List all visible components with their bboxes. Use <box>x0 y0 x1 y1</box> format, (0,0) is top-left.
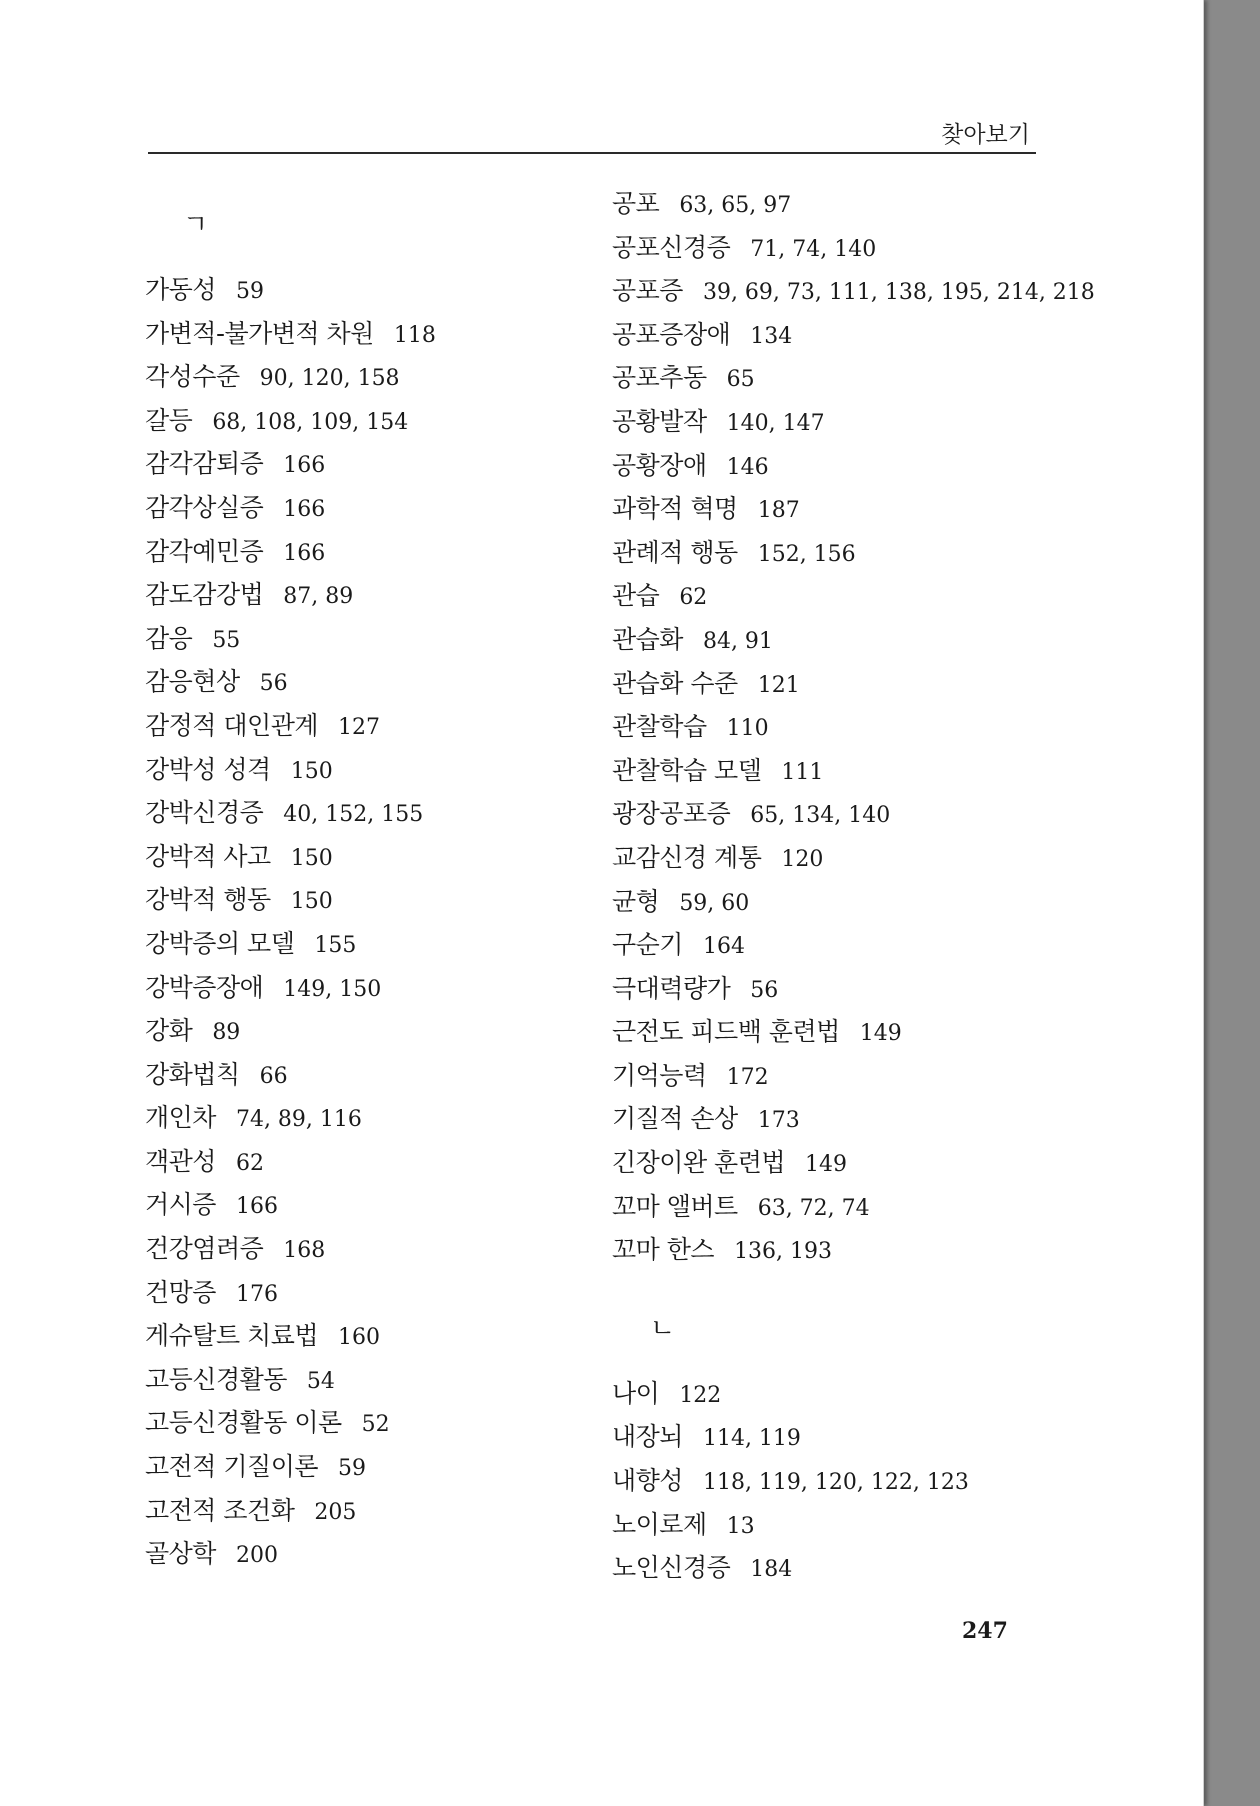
index-entry <box>612 1141 1092 1185</box>
index-page-refs: 56 <box>750 977 779 1003</box>
index-page-refs: 118 <box>393 322 436 348</box>
page-number: 247 <box>962 1618 1008 1644</box>
index-term: 거시증 <box>145 1190 216 1220</box>
index-term: 감응현상 <box>145 667 240 697</box>
section-heading-giyeok: ㄱ <box>183 210 209 240</box>
index-entry <box>145 1358 625 1402</box>
index-page-refs: 118, 119, 120, 122, 123 <box>702 1470 969 1496</box>
index-entry <box>145 1227 625 1271</box>
index-page-refs: 140, 147 <box>726 410 825 436</box>
index-entry <box>145 748 625 792</box>
index-page-refs: 150 <box>290 758 333 784</box>
index-entry <box>145 355 625 399</box>
index-term: 과학적 혁명 <box>612 494 738 524</box>
index-term: 긴장이완 훈련법 <box>612 1148 785 1178</box>
index-entry <box>612 1010 1092 1054</box>
index-page-refs: 150 <box>290 889 333 915</box>
index-column-left <box>145 182 625 1576</box>
index-entry <box>145 268 625 312</box>
index-page-refs: 160 <box>338 1325 380 1351</box>
index-page-refs: 59, 60 <box>679 890 750 916</box>
index-term: 노이로제 <box>612 1509 707 1539</box>
index-term: 광장공포증 <box>612 799 731 829</box>
index-entry <box>145 1401 625 1445</box>
index-term: 내장뇌 <box>612 1422 683 1452</box>
index-entry <box>145 1271 625 1315</box>
index-entry <box>612 1372 1092 1416</box>
index-term: 건강염려증 <box>145 1234 264 1264</box>
index-page-refs: 55 <box>212 627 241 653</box>
index-entry <box>145 399 625 443</box>
index-term: 강화 <box>145 1016 193 1046</box>
index-page-refs: 40, 152, 155 <box>283 802 424 828</box>
index-term: 강박적 사고 <box>145 841 271 871</box>
index-term: 공포증 <box>612 276 683 306</box>
index-entry <box>612 487 1092 531</box>
index-entry <box>145 1140 625 1184</box>
index-page-refs: 187 <box>757 498 800 524</box>
index-entry <box>612 618 1092 662</box>
index-page-refs: 164 <box>702 934 745 960</box>
index-entry <box>612 574 1092 618</box>
index-page-refs: 71, 74, 140 <box>750 236 877 262</box>
index-term: 고등신경활동 이론 <box>145 1408 342 1438</box>
index-term: 고등신경활동 <box>145 1364 287 1394</box>
index-list-left <box>145 268 625 1576</box>
index-page-refs: 89 <box>212 1020 241 1046</box>
index-entry <box>612 967 1092 1011</box>
index-list-right-n <box>612 1372 1092 1590</box>
index-term: 관찰학습 <box>612 712 707 742</box>
index-entry <box>612 1415 1092 1459</box>
index-term: 공포추동 <box>612 363 707 393</box>
index-term: 노인신경증 <box>612 1553 731 1583</box>
index-term: 관습화 수준 <box>612 668 738 698</box>
index-term: 건망증 <box>145 1277 216 1307</box>
index-page-refs: 65, 134, 140 <box>750 803 891 829</box>
index-term: 강박증장애 <box>145 972 264 1002</box>
index-entry <box>612 444 1092 488</box>
index-page-refs: 149 <box>859 1021 902 1047</box>
index-term: 꼬마 앨버트 <box>612 1191 738 1221</box>
index-term: 가동성 <box>145 275 216 304</box>
index-page-refs: 62 <box>679 585 708 611</box>
index-term: 강박성 성격 <box>145 754 271 784</box>
index-entry <box>145 1532 625 1576</box>
index-page-refs: 39, 69, 73, 111, 138, 195, 214, 218 <box>702 280 1095 306</box>
index-entry <box>612 705 1092 749</box>
index-page-refs: 152, 156 <box>757 541 856 567</box>
index-page-refs: 122 <box>679 1382 722 1408</box>
index-page-refs: 59 <box>235 279 264 304</box>
index-term: 개인차 <box>145 1103 216 1133</box>
index-entry <box>145 922 625 966</box>
index-term: 가변적-불가변적 차원 <box>145 318 374 348</box>
index-page-refs: 166 <box>283 496 326 522</box>
index-term: 감각상실증 <box>145 492 264 522</box>
index-entry <box>612 792 1092 836</box>
index-entry <box>612 226 1092 270</box>
index-entry <box>612 880 1092 924</box>
index-term: 강박신경증 <box>145 798 264 828</box>
index-entry <box>145 791 625 835</box>
index-page-refs: 166 <box>283 540 326 566</box>
index-entry <box>145 1096 625 1140</box>
index-entry <box>612 836 1092 880</box>
index-term: 나이 <box>612 1378 660 1408</box>
index-entry <box>145 1053 625 1097</box>
index-page-refs: 173 <box>757 1108 800 1134</box>
index-page-refs: 149, 150 <box>283 976 382 1002</box>
index-term: 극대력량가 <box>612 973 731 1003</box>
index-page-refs: 59 <box>338 1456 366 1482</box>
index-entry <box>145 486 625 530</box>
index-page-refs: 74, 89, 116 <box>235 1107 362 1133</box>
index-page-refs: 87, 89 <box>283 584 354 610</box>
index-entry <box>145 1489 625 1533</box>
index-term: 강박적 행동 <box>145 885 271 915</box>
index-page-refs: 110 <box>726 716 769 742</box>
index-term: 갈등 <box>145 405 193 435</box>
index-term: 감정적 대인관계 <box>145 710 318 740</box>
index-term: 감각감퇴증 <box>145 449 264 479</box>
index-entry <box>145 704 625 748</box>
index-term: 각성수준 <box>145 362 240 392</box>
index-term: 기질적 손상 <box>612 1104 738 1134</box>
index-term: 감도감강법 <box>145 580 264 610</box>
index-entry <box>612 1503 1092 1547</box>
index-term: 꼬마 한스 <box>612 1235 715 1265</box>
index-page-refs: 62 <box>235 1150 264 1176</box>
index-entry <box>145 660 625 704</box>
index-entry <box>612 1054 1092 1098</box>
index-term: 게슈탈트 치료법 <box>145 1321 318 1351</box>
index-page-refs: 134 <box>750 323 793 349</box>
index-page-refs: 52 <box>361 1412 390 1438</box>
index-entry <box>612 269 1095 313</box>
section-heading-nieun: ㄴ <box>650 1313 676 1344</box>
index-page-refs: 54 <box>306 1368 335 1394</box>
index-term: 공황장애 <box>612 450 707 480</box>
index-term: 구순기 <box>612 930 683 960</box>
index-term: 감응 <box>145 623 193 653</box>
index-term: 골상학 <box>145 1539 216 1569</box>
index-entry <box>145 835 625 879</box>
index-entry <box>145 530 625 574</box>
index-page-refs: 149 <box>805 1152 847 1178</box>
index-entry <box>145 1183 625 1227</box>
index-entry <box>145 1445 625 1489</box>
index-page-refs: 65 <box>726 367 755 393</box>
index-page-refs: 150 <box>290 845 333 871</box>
index-term: 교감신경 계통 <box>612 842 762 872</box>
index-page-refs: 146 <box>726 454 769 480</box>
index-term: 관찰학습 모델 <box>612 755 762 785</box>
index-entry <box>612 1185 1092 1229</box>
index-page-refs: 68, 108, 109, 154 <box>212 409 409 435</box>
index-term: 감각예민증 <box>145 536 264 566</box>
index-page-refs: 90, 120, 158 <box>259 366 400 392</box>
index-entry <box>612 749 1092 793</box>
index-term: 관습 <box>612 581 660 611</box>
index-entry <box>145 1314 625 1358</box>
index-entry <box>145 312 625 356</box>
running-header-title: 찾아보기 <box>941 122 1030 148</box>
index-page-refs: 13 <box>726 1513 755 1539</box>
index-page-refs: 184 <box>750 1557 793 1583</box>
index-page-refs: 63, 65, 97 <box>679 193 792 218</box>
index-term: 객관성 <box>145 1146 216 1176</box>
index-term: 강박증의 모델 <box>145 928 295 958</box>
index-column-right <box>612 182 1095 1590</box>
index-page-refs: 111 <box>781 759 824 785</box>
index-page-refs: 176 <box>235 1281 278 1307</box>
index-entry <box>612 662 1092 706</box>
index-term: 내향성 <box>612 1466 683 1496</box>
index-entry <box>612 356 1092 400</box>
index-term: 공포 <box>612 189 660 218</box>
index-page-refs: 127 <box>338 714 380 740</box>
index-entry <box>612 1097 1092 1141</box>
index-entry <box>612 182 1092 226</box>
index-page-refs: 166 <box>283 453 326 479</box>
index-term: 관습화 <box>612 624 683 654</box>
index-page-refs: 200 <box>235 1543 278 1569</box>
index-entry <box>612 923 1092 967</box>
index-term: 공포증장애 <box>612 319 731 349</box>
index-entry <box>145 878 625 922</box>
index-page-refs: 63, 72, 74 <box>757 1195 870 1221</box>
index-page-refs: 56 <box>259 671 288 697</box>
index-entry <box>145 573 625 617</box>
index-list-right-g <box>612 182 1095 1272</box>
index-term: 고전적 조건화 <box>145 1495 295 1525</box>
header-rule <box>148 152 1036 154</box>
index-term: 공포신경증 <box>612 232 731 262</box>
index-page-refs: 120 <box>781 846 824 872</box>
index-page-refs: 205 <box>314 1499 357 1525</box>
index-page-refs: 172 <box>726 1064 769 1090</box>
index-page-refs: 136, 193 <box>734 1239 833 1265</box>
index-entry <box>145 442 625 486</box>
index-page-refs: 121 <box>757 672 800 698</box>
index-term: 관례적 행동 <box>612 537 738 567</box>
index-entry <box>145 966 625 1010</box>
index-term: 기억능력 <box>612 1060 707 1090</box>
index-page-refs: 168 <box>283 1238 326 1264</box>
index-entry <box>612 400 1092 444</box>
index-entry <box>612 1546 1092 1590</box>
index-term: 공황발작 <box>612 406 707 436</box>
index-entry <box>612 313 1092 357</box>
index-page-refs: 155 <box>314 932 357 958</box>
index-term: 균형 <box>612 886 660 916</box>
index-entry <box>145 1009 625 1053</box>
index-entry <box>612 531 1092 575</box>
index-page-refs: 66 <box>259 1063 288 1089</box>
index-term: 근전도 피드백 훈련법 <box>612 1017 840 1047</box>
index-page-refs: 166 <box>235 1194 278 1220</box>
index-page-refs: 114, 119 <box>702 1426 801 1452</box>
index-entry <box>145 617 625 661</box>
index-page-refs: 84, 91 <box>702 628 773 654</box>
index-entry <box>612 1459 1092 1503</box>
index-term: 강화법칙 <box>145 1059 240 1089</box>
index-term: 고전적 기질이론 <box>145 1452 318 1482</box>
index-entry <box>612 1228 1092 1272</box>
